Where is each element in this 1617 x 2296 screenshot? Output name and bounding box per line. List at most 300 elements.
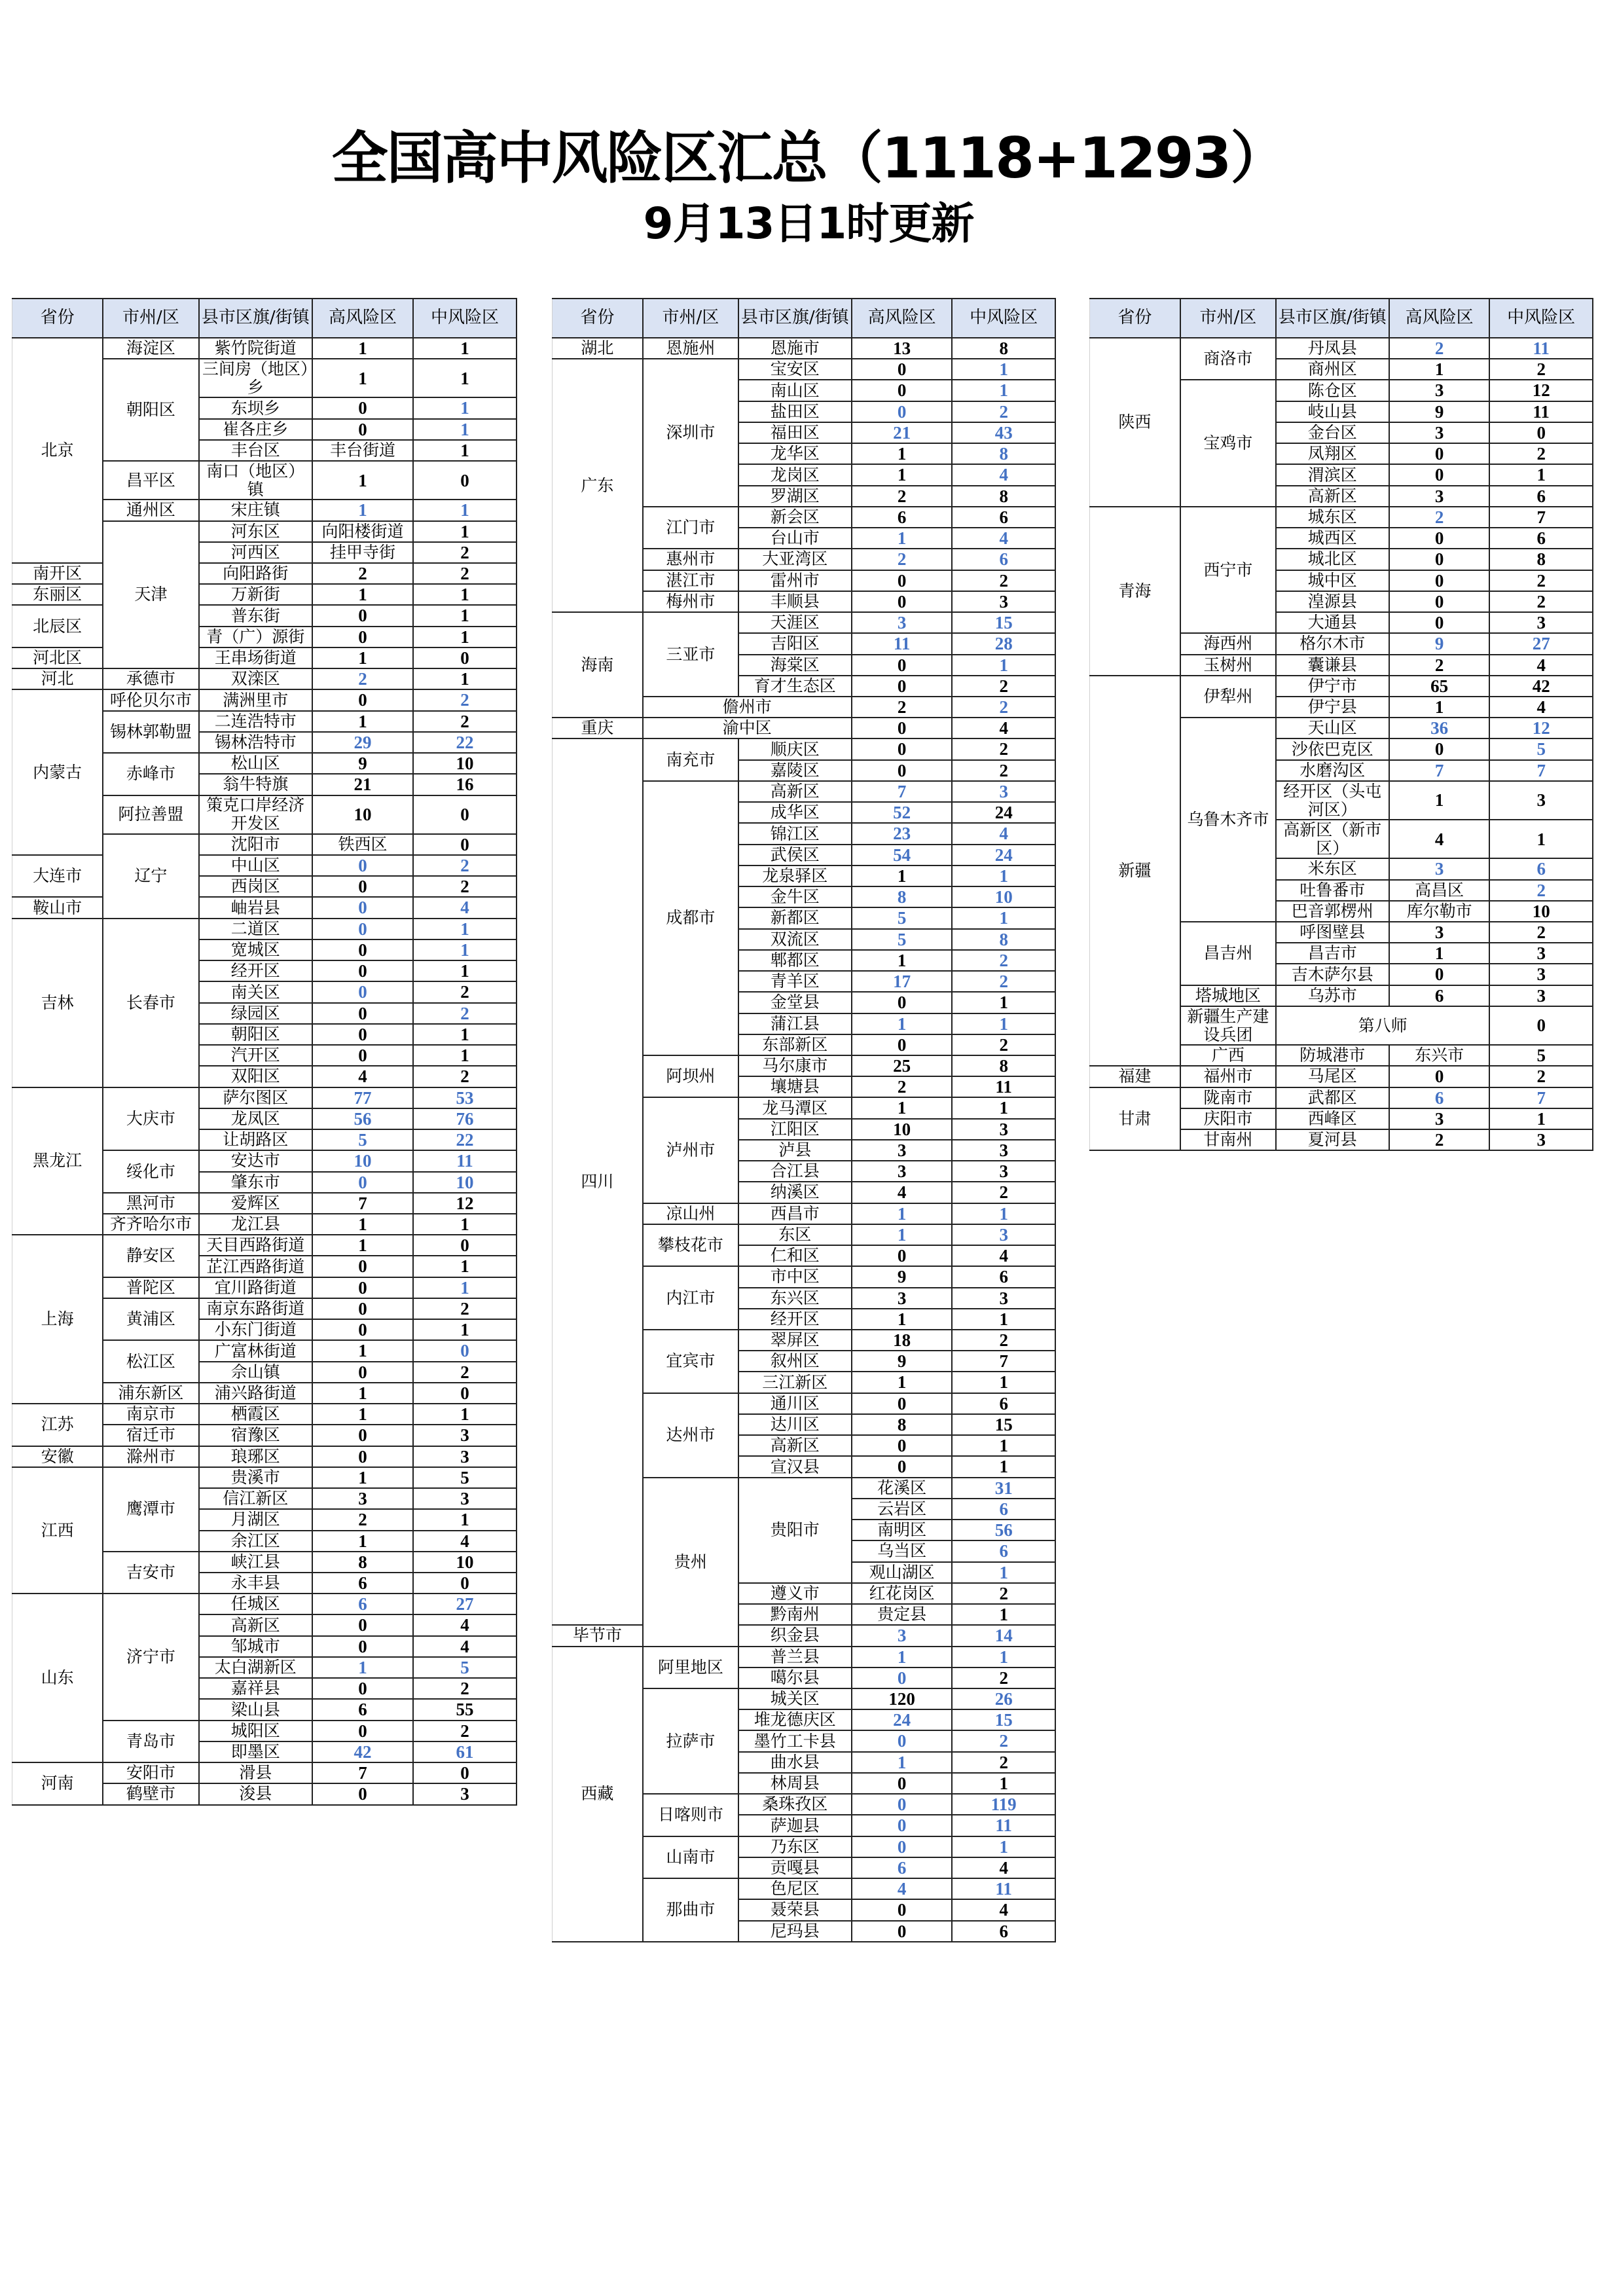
high-risk-count: 9	[852, 1266, 953, 1287]
high-risk-count: 1	[952, 1604, 1055, 1625]
header-high-risk: 高风险区	[312, 299, 413, 338]
medium-risk-count: 4	[952, 1245, 1055, 1266]
high-risk-count: 3	[1389, 486, 1490, 507]
high-risk-count: 0	[312, 1783, 413, 1804]
table-row	[12, 1404, 517, 1425]
medium-risk-count: 6	[952, 1921, 1055, 1942]
table-row	[553, 1625, 1056, 1646]
province-cell: 江西	[12, 1467, 103, 1594]
medium-risk-count: 6	[1489, 858, 1593, 879]
district-cell: 东部新区	[738, 1034, 852, 1055]
district-cell: 岫岩县	[199, 897, 312, 918]
district-cell: 红花岗区	[852, 1583, 953, 1604]
medium-risk-count: 1	[952, 1435, 1055, 1456]
header-row	[553, 299, 1056, 338]
medium-risk-count: 3	[952, 591, 1055, 612]
high-risk-count: 2	[312, 668, 413, 689]
high-risk-count: 6	[852, 507, 953, 528]
medium-risk-count: 3	[413, 1425, 517, 1446]
medium-risk-count: 1	[952, 907, 1055, 928]
city-cell: 呼伦贝尔市	[103, 689, 198, 710]
medium-risk-count: 6	[952, 1266, 1055, 1287]
district-cell: 南关区	[199, 981, 312, 1002]
high-risk-count: 0	[312, 419, 413, 440]
city-cell: 海西州	[1180, 633, 1276, 654]
high-risk-count: 0	[312, 605, 413, 626]
medium-risk-count: 3	[952, 1224, 1055, 1245]
medium-risk-count: 1	[413, 939, 517, 960]
high-risk-count: 1	[312, 584, 413, 605]
high-risk-count: 3	[1389, 858, 1490, 879]
district-cell: 东区	[738, 1224, 852, 1245]
district-cell: 二道区	[199, 919, 312, 939]
medium-risk-count: 3	[1489, 964, 1593, 985]
city-cell: 河西区	[199, 542, 312, 563]
district-cell: 堆龙德庆区	[738, 1709, 852, 1730]
district-cell: 月湖区	[199, 1509, 312, 1530]
district-cell: 锡林浩特市	[199, 732, 312, 753]
medium-risk-count: 76	[413, 1108, 517, 1129]
city-cell: 青岛市	[103, 1721, 198, 1762]
province-cell: 新疆	[1090, 676, 1180, 1066]
high-risk-count: 21	[852, 422, 953, 443]
high-risk-count: 0	[312, 689, 413, 710]
header-high-risk: 高风险区	[1389, 299, 1490, 338]
district-cell: 信江新区	[199, 1488, 312, 1509]
district-cell: 雷州市	[738, 570, 852, 591]
high-risk-count: 8	[312, 1552, 413, 1573]
medium-risk-count: 1	[1489, 464, 1593, 485]
district-cell: 达川区	[738, 1414, 852, 1435]
high-risk-count: 2	[1389, 338, 1490, 359]
table-row	[12, 563, 517, 584]
district-cell: 太白湖新区	[199, 1657, 312, 1678]
district-cell: 宣汉县	[738, 1456, 852, 1477]
district-cell: 金台区	[1276, 422, 1389, 443]
high-risk-count: 1	[312, 359, 413, 397]
medium-risk-count: 4	[413, 1614, 517, 1635]
medium-risk-count: 27	[413, 1594, 517, 1614]
high-risk-count: 7	[312, 1762, 413, 1783]
medium-risk-count: 2	[413, 1678, 517, 1699]
high-risk-count: 8	[852, 1414, 953, 1435]
district-cell: 嘉祥县	[199, 1678, 312, 1699]
high-risk-count: 6	[1389, 985, 1490, 1006]
high-risk-count: 5	[852, 929, 953, 950]
high-risk-count: 3	[312, 1488, 413, 1509]
district-cell: 织金县	[738, 1625, 852, 1646]
medium-risk-count: 2	[952, 738, 1055, 759]
high-risk-count: 0	[312, 1636, 413, 1657]
medium-risk-count: 0	[413, 795, 517, 834]
medium-risk-count: 15	[952, 612, 1055, 633]
high-risk-count: 0	[312, 919, 413, 939]
city-cell: 朝阳区	[103, 359, 198, 461]
high-risk-count: 1	[312, 1467, 413, 1488]
table-row	[12, 584, 517, 605]
medium-risk-count: 2	[413, 711, 517, 732]
city-cell: 普陀区	[103, 1277, 198, 1298]
high-risk-count: 0	[852, 1245, 953, 1266]
medium-risk-count: 1	[413, 1277, 517, 1298]
district-cell: 邹城市	[199, 1636, 312, 1657]
city-cell: 大庆市	[103, 1087, 198, 1151]
high-risk-count: 0	[852, 1730, 953, 1751]
city-cell: 河北区	[12, 647, 103, 668]
province-cell: 安徽	[12, 1446, 103, 1467]
high-risk-count: 0	[312, 1678, 413, 1699]
district-cell: 贵定县	[852, 1604, 953, 1625]
high-risk-count: 0	[312, 1319, 413, 1340]
high-risk-count: 1	[413, 440, 517, 461]
city-cell: 鹰潭市	[103, 1467, 198, 1552]
district-cell: 昌吉市	[1276, 943, 1389, 964]
high-risk-count: 0	[413, 834, 517, 855]
district-cell: 尼玛县	[738, 1921, 852, 1942]
high-risk-count: 0	[852, 570, 953, 591]
district-cell: 余江区	[199, 1531, 312, 1552]
district-cell: 丰台街道	[312, 440, 413, 461]
province-cell: 广西	[1180, 1045, 1276, 1066]
high-risk-count: 0	[1389, 443, 1490, 464]
district-cell: 武侯区	[738, 845, 852, 866]
table-row	[12, 1594, 517, 1614]
district-cell: 朝阳区	[199, 1024, 312, 1045]
medium-risk-count: 2	[952, 1730, 1055, 1751]
medium-risk-count: 2	[413, 876, 517, 897]
city-cell: 松江区	[103, 1340, 198, 1382]
district-cell: 广富林街道	[199, 1340, 312, 1361]
district-cell: 壤塘县	[738, 1076, 852, 1097]
medium-risk-count: 7	[1489, 1087, 1593, 1108]
medium-risk-count: 12	[1489, 380, 1593, 401]
medium-risk-count: 2	[952, 1034, 1055, 1055]
district-cell: 郫都区	[738, 950, 852, 971]
city-cell: 河东区	[199, 521, 312, 542]
medium-risk-count: 1	[952, 1203, 1055, 1224]
high-risk-count: 5	[852, 907, 953, 928]
medium-risk-count: 2	[1489, 1066, 1593, 1087]
district-cell: 乌当区	[852, 1540, 953, 1561]
medium-risk-count: 2	[952, 1182, 1055, 1203]
district-cell: 夏河县	[1276, 1129, 1389, 1150]
high-risk-count: 2	[952, 1583, 1055, 1604]
district-cell: 嘉陵区	[738, 760, 852, 781]
medium-risk-count: 0	[413, 1573, 517, 1594]
high-risk-count: 2	[1389, 507, 1490, 528]
district-cell: 马尾区	[1276, 1066, 1389, 1087]
high-risk-count: 3	[1389, 922, 1490, 943]
medium-risk-count: 1	[952, 992, 1055, 1013]
medium-risk-count: 7	[1489, 507, 1593, 528]
district-cell: 城西区	[1276, 528, 1389, 549]
medium-risk-count: 4	[952, 1899, 1055, 1920]
district-cell: 育才生态区	[738, 676, 852, 697]
district-cell: 东兴区	[738, 1288, 852, 1309]
medium-risk-count: 14	[952, 1625, 1055, 1646]
province-cell: 陕西	[1090, 338, 1180, 507]
high-risk-count: 0	[312, 960, 413, 981]
province-cell: 湖北	[553, 338, 643, 359]
city-cell: 赤峰市	[103, 753, 198, 795]
district-cell: 云岩区	[852, 1499, 953, 1520]
district-cell: 经开区	[738, 1309, 852, 1330]
medium-risk-count: 8	[952, 1055, 1055, 1076]
district-cell: 高新区	[738, 781, 852, 802]
high-risk-count: 2	[312, 1509, 413, 1530]
medium-risk-count: 2	[952, 401, 1055, 422]
high-risk-count: 0	[1389, 528, 1490, 549]
district-cell: 二连浩特市	[199, 711, 312, 732]
high-risk-count: 6	[952, 1540, 1055, 1561]
risk-table	[12, 298, 517, 1806]
high-risk-count: 0	[312, 627, 413, 647]
high-risk-count: 0	[1389, 964, 1490, 985]
medium-risk-count: 1	[413, 359, 517, 397]
table-row	[553, 359, 1056, 380]
high-risk-count: 10	[312, 1150, 413, 1171]
medium-risk-count: 1	[952, 1836, 1055, 1857]
medium-risk-count: 4	[413, 1531, 517, 1552]
high-risk-count: 7	[312, 1193, 413, 1214]
medium-risk-count: 43	[952, 422, 1055, 443]
district-cell: 蒲江县	[738, 1013, 852, 1034]
high-risk-count: 3	[852, 1288, 953, 1309]
high-risk-count: 1	[852, 1097, 953, 1118]
high-risk-count: 0	[852, 1393, 953, 1414]
district-cell: 高新区（新市区）	[1276, 820, 1389, 858]
medium-risk-count: 2	[952, 971, 1055, 992]
high-risk-count: 0	[852, 1667, 953, 1688]
district-cell: 锦江区	[738, 823, 852, 844]
medium-risk-count: 2	[1489, 443, 1593, 464]
district-cell: 双阳区	[199, 1066, 312, 1087]
medium-risk-count: 1	[413, 338, 517, 359]
district-cell: 伊宁市	[1276, 676, 1389, 697]
high-risk-count: 17	[852, 971, 953, 992]
high-risk-count: 1	[312, 1404, 413, 1425]
page-title: 全国高中风险区汇总（1118+1293）	[331, 126, 1286, 191]
risk-table	[1089, 298, 1593, 1151]
high-risk-count: 0	[852, 1815, 953, 1836]
city-cell: 日喀则市	[643, 1794, 738, 1836]
district-cell: 武都区	[1276, 1087, 1389, 1108]
medium-risk-count: 22	[413, 732, 517, 753]
district-cell: 江阳区	[738, 1119, 852, 1140]
risk-table	[552, 298, 1056, 1942]
district-cell: 林周县	[738, 1773, 852, 1794]
medium-risk-count: 3	[413, 1488, 517, 1509]
district-cell: 永丰县	[199, 1573, 312, 1594]
table-row	[12, 338, 517, 359]
district-cell: 大通县	[1276, 612, 1389, 633]
city-cell: 鹤壁市	[103, 1783, 198, 1804]
city-cell: 滁州市	[103, 1446, 198, 1467]
city-cell: 阿里地区	[643, 1647, 738, 1688]
high-risk-count: 54	[852, 845, 953, 866]
medium-risk-count: 0	[413, 461, 517, 500]
district-cell: 顺庆区	[738, 738, 852, 759]
city-cell: 巴音郭楞州	[1276, 901, 1389, 922]
medium-risk-count: 6	[1489, 486, 1593, 507]
city-cell: 黑河市	[103, 1193, 198, 1214]
district-cell: 成华区	[738, 802, 852, 823]
medium-risk-count: 3	[1489, 943, 1593, 964]
city-cell: 南充市	[643, 738, 738, 780]
district-cell: 岐山县	[1276, 401, 1389, 422]
district-cell: 宽城区	[199, 939, 312, 960]
medium-risk-count: 2	[1489, 359, 1593, 380]
medium-risk-count: 2	[952, 1330, 1055, 1351]
district-cell: 丰顺县	[738, 591, 852, 612]
update-time: 9月13日1时更新	[643, 198, 974, 249]
medium-risk-count: 6	[952, 1393, 1055, 1414]
table-row	[553, 338, 1056, 359]
medium-risk-count: 1	[413, 1256, 517, 1277]
city-cell: 贵阳市	[738, 1478, 852, 1583]
high-risk-count: 0	[312, 981, 413, 1002]
medium-risk-count: 11	[952, 1815, 1055, 1836]
district-cell: 浦兴路街道	[199, 1383, 312, 1404]
medium-risk-count: 22	[413, 1129, 517, 1150]
district-cell: 恩施市	[738, 338, 852, 359]
district-cell: 天涯区	[738, 612, 852, 633]
district-cell: 三江新区	[738, 1372, 852, 1393]
medium-risk-count: 8	[952, 443, 1055, 464]
city-cell: 通州区	[103, 500, 198, 520]
district-cell: 龙华区	[738, 443, 852, 464]
high-risk-count: 9	[1389, 401, 1490, 422]
city-cell: 达州市	[643, 1393, 738, 1478]
medium-risk-count: 10	[413, 1172, 517, 1193]
city-cell: 阿坝州	[643, 1055, 738, 1097]
district-cell: 囊谦县	[1276, 655, 1389, 676]
district-cell: 合江县	[738, 1161, 852, 1182]
high-risk-count: 1	[852, 1309, 953, 1330]
city-cell: 渝中区	[643, 718, 852, 738]
medium-risk-count: 2	[413, 855, 517, 876]
high-risk-count: 9	[1389, 633, 1490, 654]
medium-risk-count: 1	[413, 500, 517, 520]
high-risk-count: 0	[1389, 591, 1490, 612]
risk-table-right	[1089, 298, 1593, 1151]
district-cell: 新都区	[738, 907, 852, 928]
medium-risk-count: 2	[413, 563, 517, 584]
district-cell: 乌苏市	[1276, 985, 1389, 1006]
high-risk-count: 10	[852, 1119, 953, 1140]
header-medium-risk: 中风险区	[952, 299, 1055, 338]
province-cell: 贵州	[643, 1478, 738, 1647]
district-cell: 三间房（地区）乡	[199, 359, 312, 397]
medium-risk-count: 7	[952, 1351, 1055, 1372]
medium-risk-count: 61	[413, 1741, 517, 1762]
district-cell: 城阳区	[199, 1721, 312, 1741]
city-cell: 浦东新区	[103, 1383, 198, 1404]
header-district: 县市区旗/街镇	[199, 299, 312, 338]
table-row	[12, 605, 517, 626]
city-cell: 承德市	[103, 668, 198, 689]
district-cell: 乃东区	[738, 1836, 852, 1857]
district-cell: 中山区	[199, 855, 312, 876]
district-cell: 龙凤区	[199, 1108, 312, 1129]
table-row	[553, 1647, 1056, 1667]
city-cell: 南京市	[103, 1404, 198, 1425]
district-cell: 聂荣县	[738, 1899, 852, 1920]
province-cell: 青海	[1090, 507, 1180, 676]
medium-risk-count: 1	[413, 1509, 517, 1530]
district-cell: 策克口岸经济开发区	[199, 795, 312, 834]
district-cell: 色尼区	[738, 1878, 852, 1899]
high-risk-count: 0	[312, 1003, 413, 1024]
medium-risk-count: 8	[952, 929, 1055, 950]
high-risk-count: 13	[852, 338, 953, 359]
district-cell: 天山区	[1276, 718, 1389, 738]
medium-risk-count: 1	[413, 960, 517, 981]
district-cell: 凤翔区	[1276, 443, 1389, 464]
province-cell: 江苏	[12, 1404, 103, 1446]
province-cell: 重庆	[553, 718, 643, 738]
high-risk-count: 0	[852, 1899, 953, 1920]
province-cell: 新疆生产建设兵团	[1180, 1006, 1276, 1045]
district-cell: 东坝乡	[199, 397, 312, 418]
district-cell: 松山区	[199, 753, 312, 774]
city-cell: 山南市	[643, 1836, 738, 1878]
high-risk-count: 1	[852, 950, 953, 971]
city-cell: 宿迁市	[103, 1425, 198, 1446]
high-risk-count: 2	[852, 486, 953, 507]
city-cell: 黔南州	[738, 1604, 852, 1625]
city-cell: 惠州市	[643, 549, 738, 570]
medium-risk-count: 1	[413, 627, 517, 647]
district-cell: 沙依巴克区	[1276, 738, 1389, 759]
province-cell: 河北	[12, 668, 103, 689]
district-cell: 宜川路街道	[199, 1277, 312, 1298]
medium-risk-count: 4	[952, 823, 1055, 844]
district-cell: 盐田区	[738, 401, 852, 422]
medium-risk-count: 27	[1489, 633, 1593, 654]
city-cell: 乌鲁木齐市	[1180, 718, 1276, 922]
high-risk-count: 52	[852, 802, 953, 823]
header-row	[1090, 299, 1593, 338]
high-risk-count: 1	[312, 647, 413, 668]
header-medium-risk: 中风险区	[413, 299, 517, 338]
city-cell: 齐齐哈尔市	[103, 1214, 198, 1235]
table-row	[12, 897, 517, 918]
district-cell: 吉木萨尔县	[1276, 964, 1389, 985]
city-cell: 大连市	[12, 855, 103, 897]
district-cell: 万新街	[199, 584, 312, 605]
high-risk-count: 1	[312, 1657, 413, 1678]
table-row	[12, 855, 517, 876]
medium-risk-count: 4	[1489, 697, 1593, 718]
high-risk-count: 2	[1389, 1129, 1490, 1150]
district-cell: 城关区	[738, 1688, 852, 1709]
medium-risk-count: 3	[413, 1783, 517, 1804]
medium-risk-count: 3	[413, 1446, 517, 1467]
city-cell: 玉树州	[1180, 655, 1276, 676]
city-cell: 江门市	[643, 507, 738, 549]
district-cell: 高新区	[199, 1614, 312, 1635]
medium-risk-count: 1	[413, 1319, 517, 1340]
header-city: 市州/区	[103, 299, 198, 338]
medium-risk-count: 1	[413, 1024, 517, 1045]
high-risk-count: 24	[852, 1709, 953, 1730]
medium-risk-count: 1	[413, 919, 517, 939]
medium-risk-count: 1	[413, 605, 517, 626]
province-cell: 黑龙江	[12, 1087, 103, 1235]
district-cell: 龙马潭区	[738, 1097, 852, 1118]
medium-risk-count: 2	[413, 689, 517, 710]
